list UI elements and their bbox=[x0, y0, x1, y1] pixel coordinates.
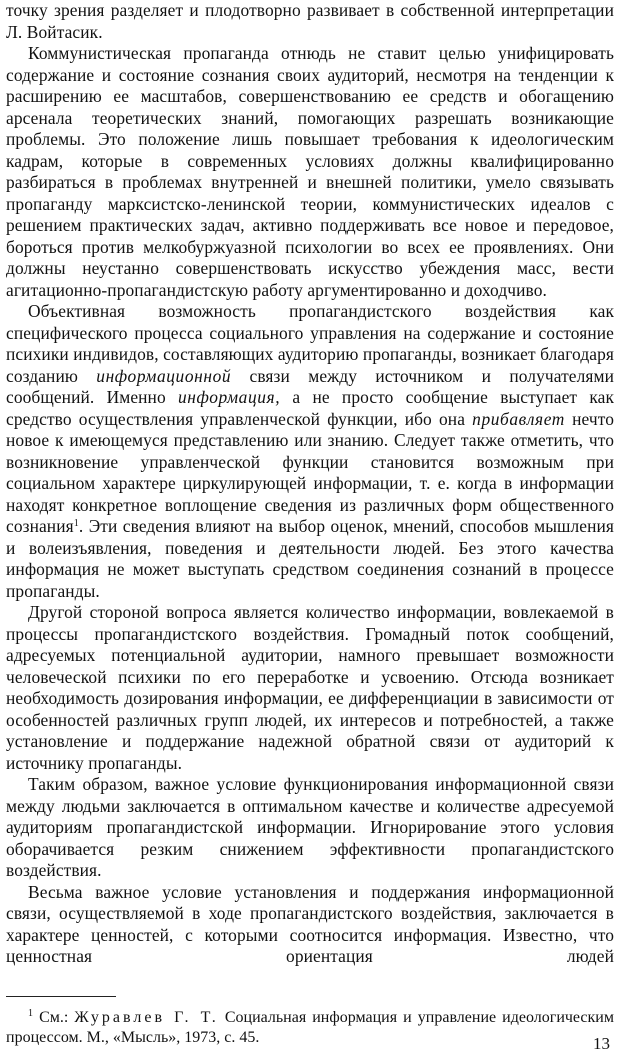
footnote-prefix: См.: bbox=[33, 1009, 75, 1026]
paragraph-continuation: точку зрения разделяет и плодотворно развивает в собственной интерпретации Л. Войтасик. bbox=[6, 0, 614, 42]
text-run: . Эти сведения влияют на выбор оценок, мнений, способов мышления и волеизъявления, поведения и деятельности людей. Без этого качества информация не может выступать средством соединения сознаний в процессе пропаганды. bbox=[6, 516, 614, 601]
main-text bbox=[6, 0, 614, 968]
footnote bbox=[6, 1008, 614, 1048]
text-run: нечто новое к имеющемуся представлению или знанию. Следует также отметить, что возникновение управленческой функции становится возможным при социальном характере циркулирующей информации, т. е. когда в информации находят конкретное воплощение сведения из различных форм общественного сознания bbox=[6, 408, 614, 536]
emphasis-information: информация, bbox=[178, 387, 281, 407]
paragraph-values: Весьма важное условие установления и поддержания информационной связи, осуществляемой в ходе пропагандистского воздействия, заключается в характере ценностей, с которыми соотносится информация. Известно, что ценностная ориентация людей bbox=[6, 881, 614, 966]
footnote-reference: 1 bbox=[73, 518, 79, 529]
footnote-mark: 1 bbox=[28, 1008, 33, 1019]
text-run: Объективная возможность пропагандистского воздействия как специфического процесса социального управления на содержание и состояние психики индивидов, составляющих аудиторию пропаганды, возникает благодаря созданию bbox=[6, 301, 614, 386]
footnote-citation: Социальная информация и управление идеологическим процессом. М., «Мысль», 1973, с. 45. bbox=[6, 1009, 614, 1046]
footnote-author: Журавлев Г. Т. bbox=[74, 1009, 219, 1026]
paragraph-conclusion: Таким образом, важное условие функционирования информационной связи между людьми заключается в оптимальном качестве и количестве адресуемой аудиториям пропагандистской информации. Игнорирование этого условия оборачивается резким снижением эффективности пропагандистского воздействия. bbox=[6, 774, 614, 880]
text-run: а не просто сообщение выступает как средство осуществления управленческой функции, ибо она bbox=[6, 387, 614, 429]
emphasis-adds: прибавляет bbox=[472, 408, 565, 429]
text-run: связи между источником и получателями сообщений. Именно bbox=[6, 365, 614, 407]
paragraph-propaganda-goals: Коммунистическая пропаганда отнюдь не ставит целью унифицировать содержание и состояние сознания своих аудиторий, несмотря на тенденции к расширению ее масштабов, совершенствованию ее средств и обогащению арсенала теоретических знаний, помогающих разрешать возникающие проблемы. Это положение лишь повышает требования к идеологическим кадрам, которые в современных условиях должны квалифицированно разбираться в проблемах внутренней и внешней политики, умело связывать пропаганду марксистско-ленинской теории, коммунистических идеалов с решением практических задач, активно поддерживать все новое и передовое, бороться против мелкобуржуазной психологии во всех ее проявлениях. Они должны неустанно совершенствовать искусство убеждения масс, вести агитационно-пропагандистскую работу аргументированно и доходчиво. bbox=[6, 43, 614, 300]
emphasis-informational: информационной bbox=[96, 365, 232, 386]
page-number: 13 bbox=[593, 1034, 610, 1053]
paragraph-information-quantity: Другой стороной вопроса является количество информации, вовлекаемой в процессы пропагандистского воздействия. Громадный поток сообщений, адресуемых потенциальной аудитории, намного превышает возможности человеческой психики по его переработке и усвоению. Отсюда возникает необходимость дозирования информации, ее дифференциации в зависимости от особенностей различных групп людей, их интересов и потребностей, а также установление и поддержание надежной обратной связи от аудиторий к источнику пропаганды. bbox=[6, 602, 614, 773]
footnote-divider bbox=[6, 996, 116, 997]
paragraph-information-link bbox=[6, 301, 614, 602]
